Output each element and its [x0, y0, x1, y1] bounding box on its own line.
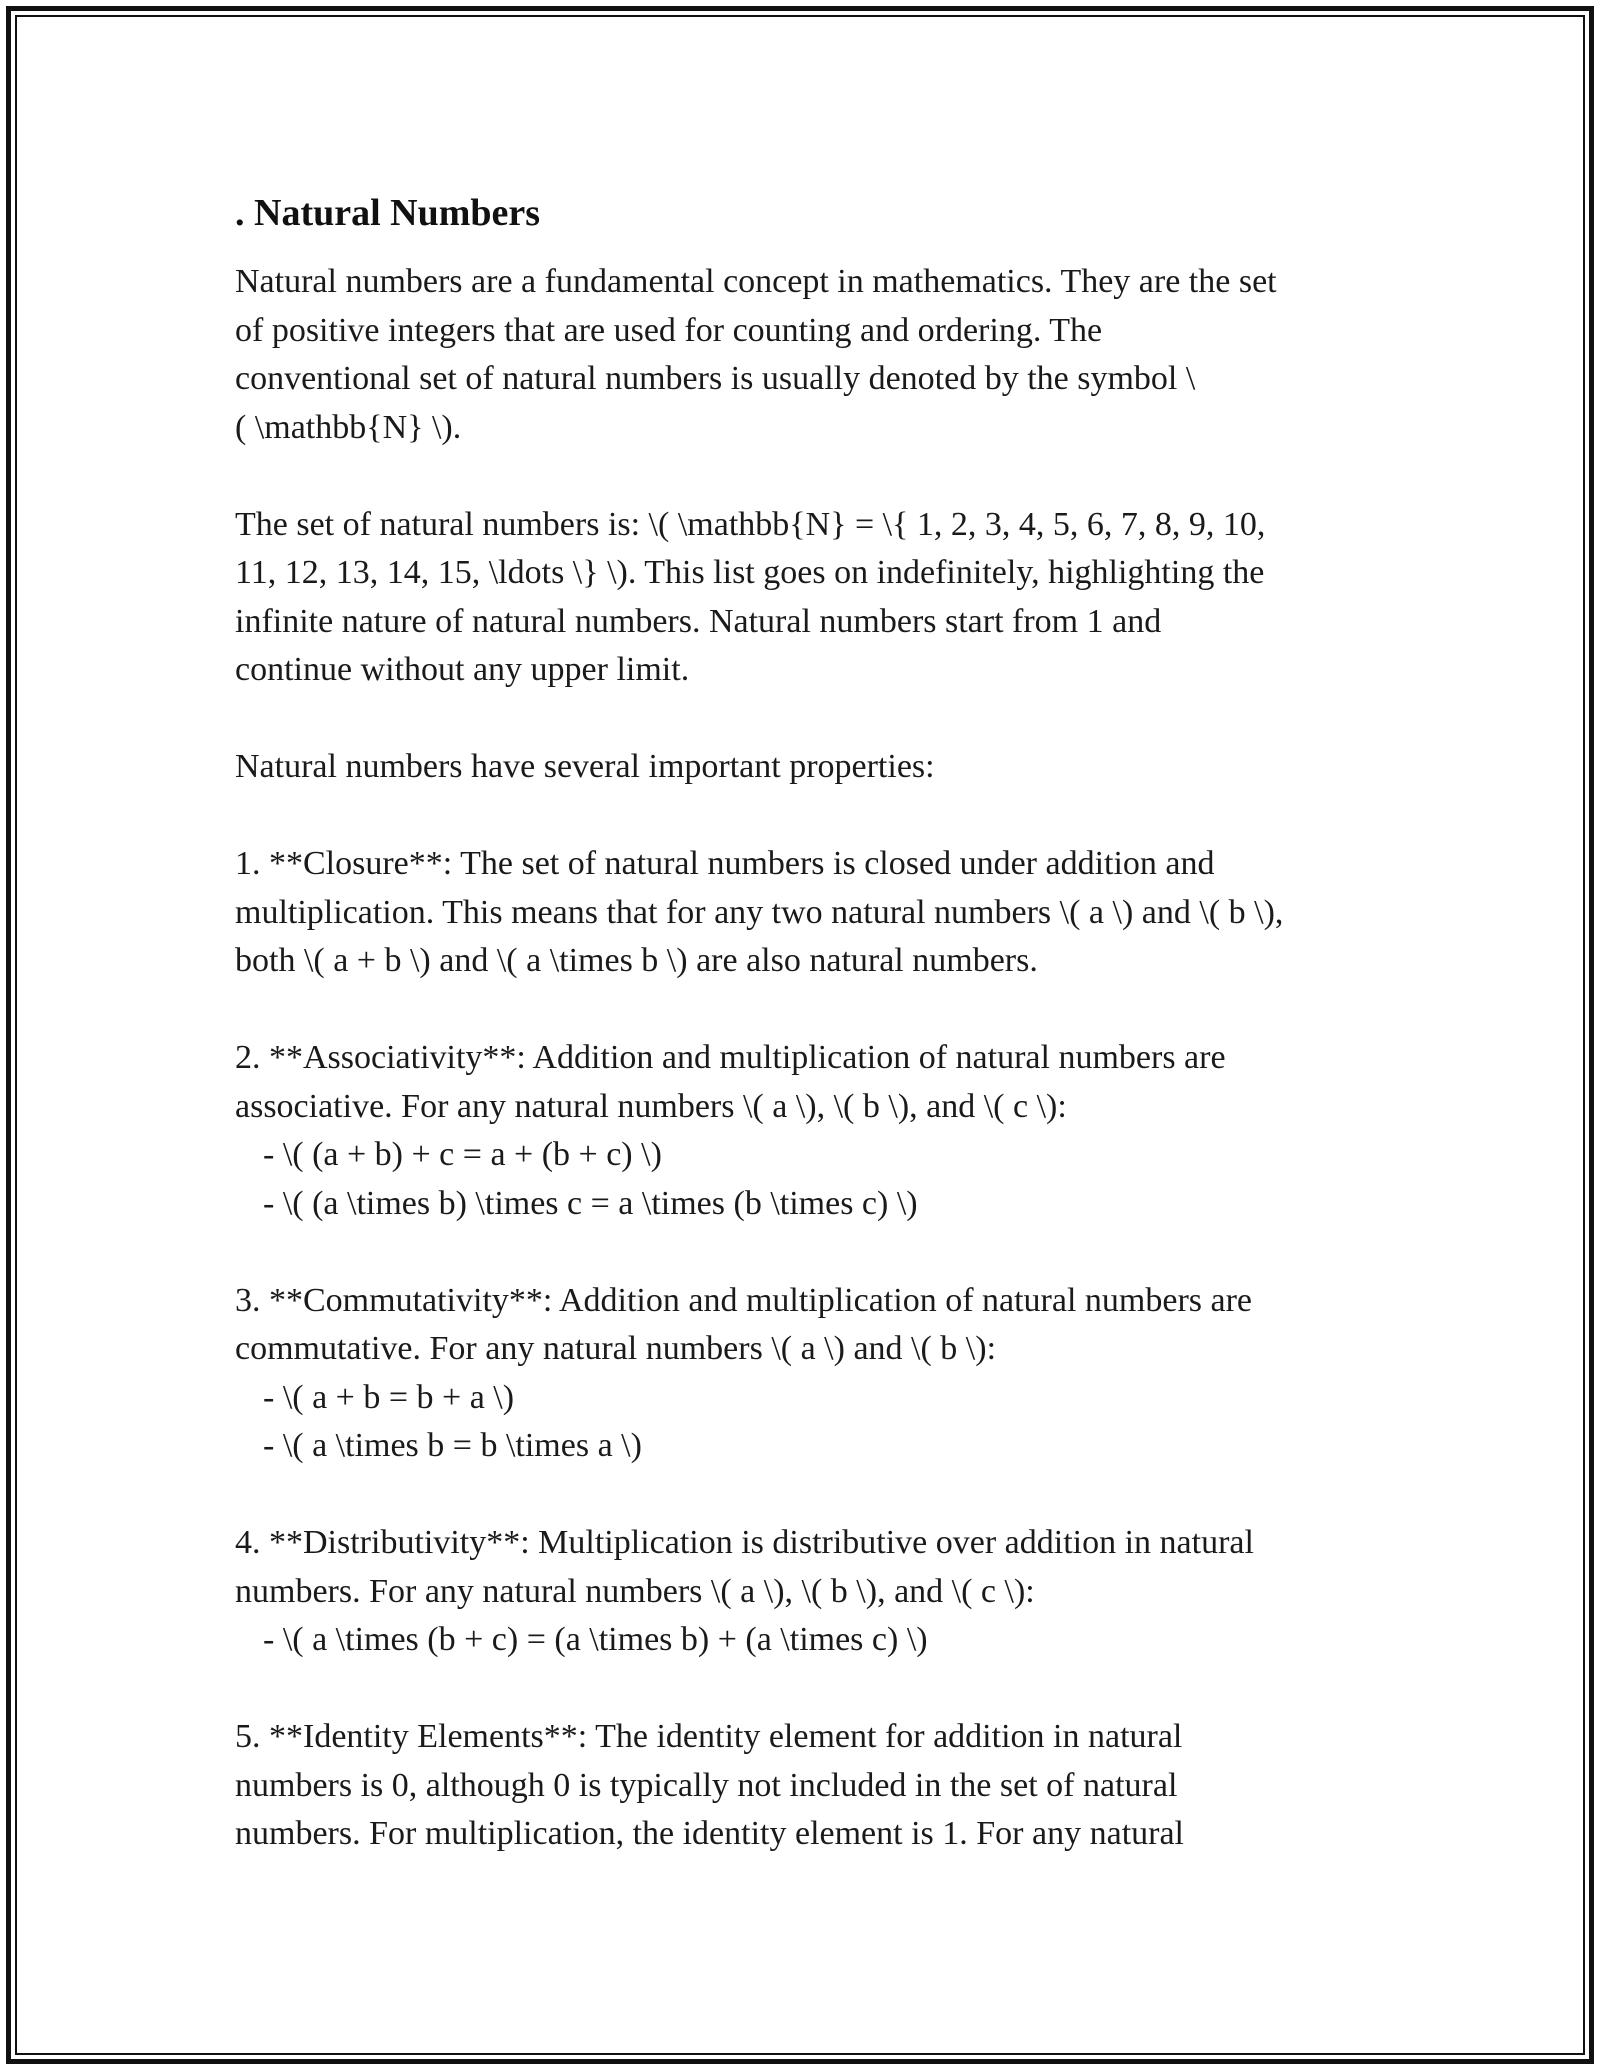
property-distributivity: [235, 1519, 1385, 1665]
paragraph-gap: [235, 986, 1385, 1035]
property-identity-elements: [235, 1713, 1385, 1859]
property-formula: - \( a \times b = b \times a \): [263, 1427, 642, 1464]
property-associativity: [235, 1034, 1385, 1228]
set-definition-paragraph: The set of natural numbers is: \( \mathbb{N} = \{ 1, 2, 3, 4, 5, 6, 7, 8, 9, 10, 11, 12, 13, 14, 15, \ldots \} \). This list goes on indefinitely, highlighting the infinite nature of natural numbers. Natural numbers start from 1 and continue without any upper limit.: [235, 505, 1266, 688]
document-body: [235, 184, 1385, 1859]
intro-paragraph: Natural numbers are a fundamental concept in mathematics. They are the set of positive integers that are used for counting and ordering. The conventional set of natural numbers is usually denoted by the symbol \ ( \mathbb{N} \).: [235, 263, 1277, 446]
property-formula: - \( (a + b) + c = a + (b + c) \): [263, 1136, 662, 1173]
paragraph-gap: [235, 695, 1385, 744]
property-text: 4. **Distributivity**: Multiplication is distributive over addition in natural numbers. For any natural numbers \( a \), \( b \), and \( c \):: [235, 1524, 1254, 1610]
property-commutativity: [235, 1277, 1385, 1471]
paragraph-gap: [235, 1665, 1385, 1714]
property-text: 2. **Associativity**: Addition and multiplication of natural numbers are associative. For any natural numbers \( a \), \( b \), and \( c \):: [235, 1039, 1226, 1125]
property-formula: - \( a + b = b + a \): [263, 1378, 515, 1416]
property-text: 5. **Identity Elements**: The identity element for addition in natural numbers is 0, although 0 is typically not included in the set of natural numbers. For multiplication, the identity element is 1. For any natural: [235, 1718, 1184, 1852]
property-formula: - \( a \times (b + c) = (a \times b) + (a \times c) \): [263, 1621, 928, 1658]
paragraph-gap: [235, 792, 1385, 841]
paragraph-gap: [235, 452, 1385, 501]
properties-intro: Natural numbers have several important properties:: [235, 748, 935, 785]
property-text: 1. **Closure**: The set of natural numbers is closed under addition and multiplication. This means that for any two natural numbers \( a \) and \( b \), both \( a + b \) and \( a \times b \) are also natural numbers.: [235, 845, 1284, 979]
property-closure: [235, 840, 1385, 986]
property-formula: - \( (a \times b) \times c = a \times (b \times c) \): [263, 1184, 918, 1222]
property-text: 3. **Commutativity**: Addition and multiplication of natural numbers are commutative. For any natural numbers \( a \) and \( b \):: [235, 1281, 1253, 1367]
paragraph-gap: [235, 1228, 1385, 1277]
document-title: . Natural Numbers: [235, 192, 541, 234]
paragraph-gap: [235, 1471, 1385, 1520]
